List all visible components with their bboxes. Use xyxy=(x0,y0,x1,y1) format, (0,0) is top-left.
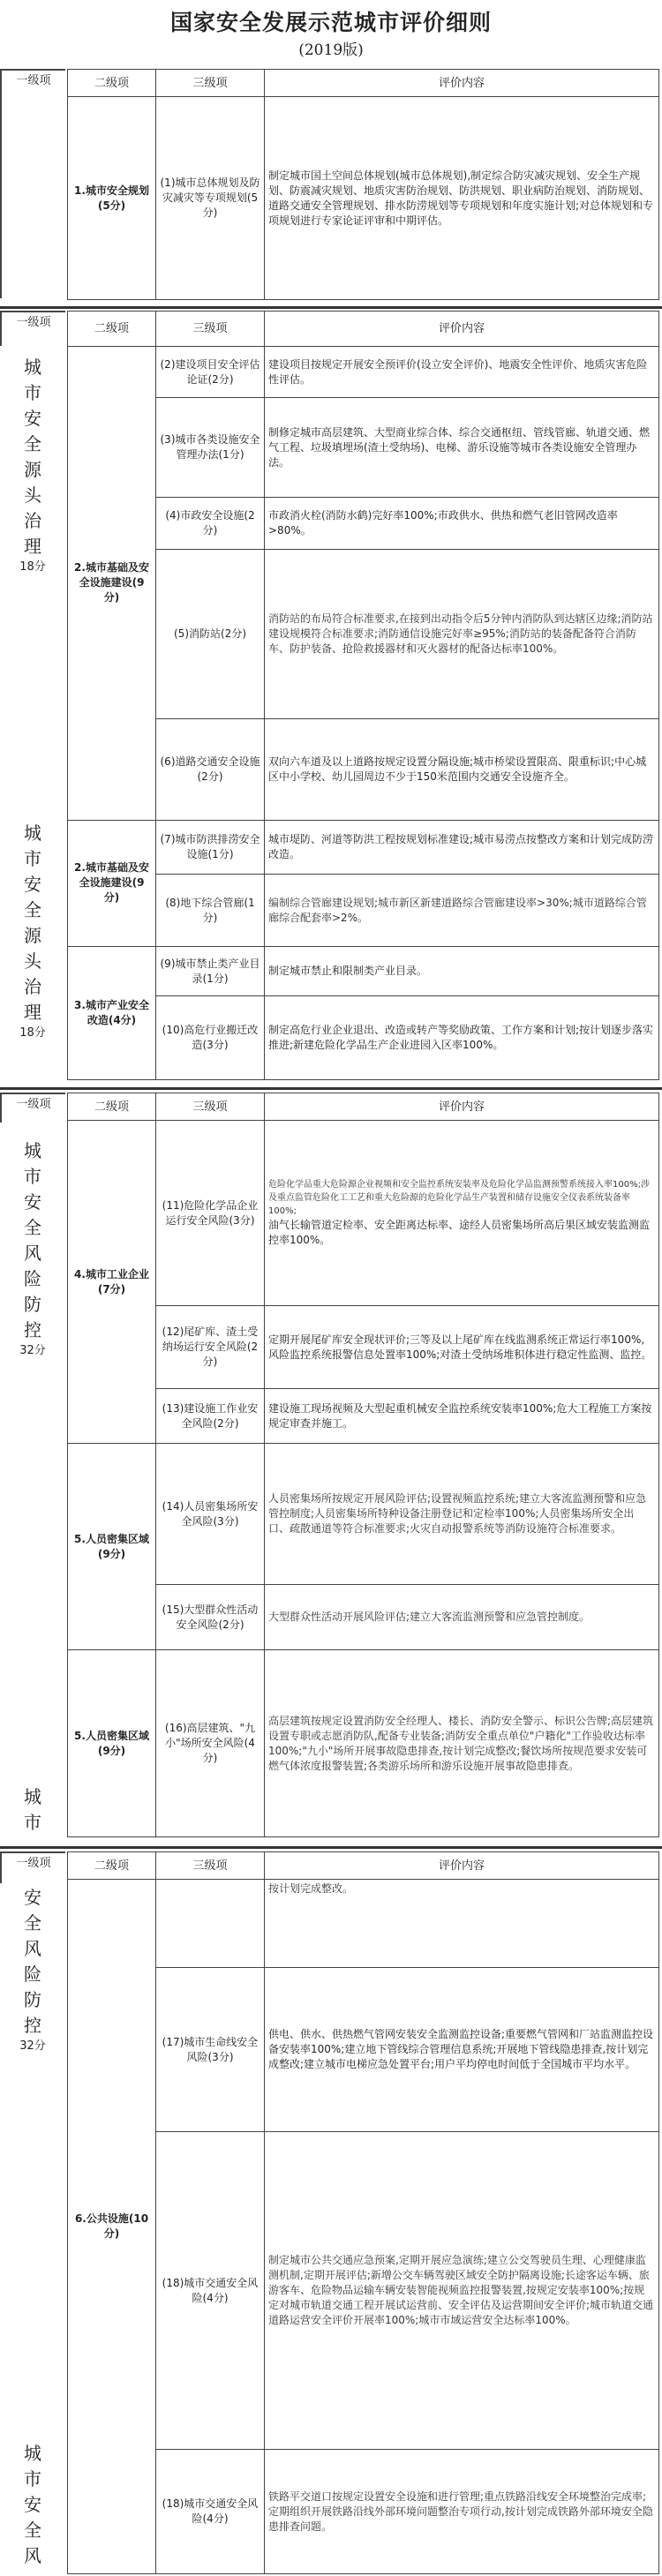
criteria-table-part4 xyxy=(67,1851,659,2574)
level3-item: (11)危险化学品企业运行安全风险(3分) xyxy=(156,1121,265,1306)
table-row xyxy=(68,1968,659,2132)
header-level3: 三级项 xyxy=(156,1852,265,1880)
level3-item: (17)城市生命线安全风险(3分) xyxy=(156,1968,265,2132)
table-row xyxy=(68,820,659,874)
evaluation-content: 大型群众性活动开展风险评估;建立大客流监测预警和应急管控制度。 xyxy=(265,1585,659,1650)
table-row xyxy=(68,1650,659,1837)
level3-item: (18)城市交通安全风险(4分) xyxy=(156,2132,265,2450)
level3-item: (16)高层建筑、"九小"场所安全风险(4分) xyxy=(156,1650,265,1837)
table-header-row xyxy=(68,312,659,347)
level3-item: (8)地下综合管廊(1分) xyxy=(156,875,265,947)
level3-item: (1)城市总体规划及防灾减灾等专项规划(5分) xyxy=(156,97,265,300)
table-row xyxy=(68,97,659,300)
evaluation-content xyxy=(265,1121,659,1306)
level2-item: 2.城市基础及安全设施建设(9分) xyxy=(68,346,156,820)
evaluation-content: 消防站的布局符合标准要求,在接到出动指令后5分钟内消防队到达辖区边缘;消防站建设规模符合标准要求;消防通信设施完好率≥95%;消防站的装备配备符合消防车、防护装备、抢险救援器材和灭火器材的配备达标率100%。 xyxy=(265,549,659,718)
level1-header: 一级项 xyxy=(0,1851,65,1883)
evaluation-content: 人员密集场所按规定开展风险评估;设置视频监控系统;建立大客流监测预警和应急管控制度;人员密集场所特种设备注册登记和定检率100%;人员密集场所安全出口、疏散通道等符合标准要求;火灾自动报警系统等消防设施符合标准要求。 xyxy=(265,1444,659,1585)
table-row xyxy=(68,2450,659,2574)
table-row xyxy=(68,996,659,1080)
level2-item: 5.人员密集区域(9分) xyxy=(68,1650,156,1837)
table-row xyxy=(68,875,659,947)
header-level2: 二级项 xyxy=(68,312,156,347)
level3-item: (10)高危行业搬迁改造(3分) xyxy=(156,996,265,1080)
header-level3: 三级项 xyxy=(156,1093,265,1121)
evaluation-content: 市政消火栓(消防水鹤)完好率100%;市政供水、供热和燃气老旧管网改造率>80%。 xyxy=(265,498,659,550)
level1-source-governance: 城 市 安 全 源 头 治 理 18分 xyxy=(0,355,65,725)
level1-risk-control: 城 市 安 全 风 险 防 控 32分 xyxy=(0,1138,65,1421)
table-row xyxy=(68,1389,659,1444)
table-header-row xyxy=(68,1852,659,1880)
level1-points: 18分 xyxy=(19,1026,46,1040)
level3-item: (4)市政安全设施(2分) xyxy=(156,498,265,550)
level3-item: (6)道路交通安全设施(2分) xyxy=(156,718,265,820)
table-row xyxy=(68,1121,659,1306)
evaluation-content: 定期开展尾矿库安全现状评价;三等及以上尾矿库在线监测系统正常运行率100%,风险监控系统报警信息处置率100%;对渣土受纳场堆积体进行稳定性监测、监控。 xyxy=(265,1306,659,1389)
header-level2: 二级项 xyxy=(68,1852,156,1880)
header-level3: 三级项 xyxy=(156,70,265,97)
level1-points: 32分 xyxy=(19,2039,46,2053)
level3-item: (18)城市交通安全风险(4分) xyxy=(156,2450,265,2574)
document-title: 国家安全发展示范城市评价细则 xyxy=(169,10,492,35)
evaluation-content: 铁路平交道口按规定设置安全设施和进行管理;重点铁路沿线安全环境整治完成率;定期组织开展铁路沿线外部环境问题整治专项行动,按计划完成铁路外部环境安全隐患排查问题。 xyxy=(265,2450,659,2574)
level1-header: 一级项 xyxy=(0,69,65,97)
table-row xyxy=(68,1880,659,1968)
table-row xyxy=(68,1306,659,1389)
evaluation-content: 编制综合管廊建设规划;城市新区新建道路综合管廊建设率>30%;城市道路综合管廊综合配套率>2%。 xyxy=(265,875,659,947)
level3-item: (2)建设项目安全评估论证(2分) xyxy=(156,346,265,398)
level3-item: (3)城市各类设施安全管理办法(1分) xyxy=(156,398,265,498)
evaluation-content: 按计划完成整改。 xyxy=(265,1880,659,1968)
level3-item: (12)尾矿库、渣土受纳场运行安全风险(2分) xyxy=(156,1306,265,1389)
level1-points: 18分 xyxy=(19,560,46,574)
level3-item: (5)消防站(2分) xyxy=(156,549,265,718)
table-row xyxy=(68,498,659,550)
header-content: 评价内容 xyxy=(265,312,659,347)
level1-risk-control-cont: 安 全 风 险 防 控 32分 xyxy=(0,1885,65,2070)
level3-item: (13)建设施工作业安全风险(2分) xyxy=(156,1389,265,1444)
table-header-row xyxy=(68,1093,659,1121)
evaluation-content: 制定城市公共交通应急预案,定期开展应急演练;建立公交驾驶员生理、心理健康监测机制,定期开展评估;新增公交车辆驾驶区域安全防护隔离设施;长途客运车辆、旅游客车、危险物品运输车辆安装智能视频监控报警装置,按规定安装率100%;按规定对城市轨道交通工程开展试运营前、安全评估及运营期间安全评价;城市轨道交通道路运营安全评价开展率100%;城市市域运营安全达标率100%。 xyxy=(265,2132,659,2450)
evaluation-content-part: 危险化学品重大危险源企业视频和安全监控系统安装率及危险化学品监测预警系统接入率100%;涉及重点监管危险化工工艺和重大危险源的危险化学品生产装置和储存设施安全仪表系统装备率100%; xyxy=(268,1180,650,1216)
level2-item: 6.公共设施(10分) xyxy=(68,1880,156,2574)
table-row xyxy=(68,2132,659,2450)
header-content: 评价内容 xyxy=(265,1852,659,1880)
level3-item: (7)城市防洪排涝安全设施(1分) xyxy=(156,820,265,874)
level1-source-governance-repeat: 城 市 安 全 源 头 治 理 18分 xyxy=(0,821,65,1059)
level3-item: (14)人员密集场所安全风险(3分) xyxy=(156,1444,265,1585)
criteria-table-part2 xyxy=(67,311,659,1080)
header-level3: 三级项 xyxy=(156,312,265,347)
table-row xyxy=(68,718,659,820)
evaluation-content: 制定高危行业企业退出、改造或转产等奖励政策、工作方案和计划;按计划逐步落实推进;新建危险化学品生产企业进园入区率100%。 xyxy=(265,996,659,1080)
document-subtitle: (2019版) xyxy=(298,41,364,59)
evaluation-content: 城市堤防、河道等防洪工程按规划标准建设;城市易涝点按整改方案和计划完成防涝改造。 xyxy=(265,820,659,874)
header-content: 评价内容 xyxy=(265,1093,659,1121)
evaluation-content: 双向六车道及以上道路按规定设置分隔设施;城市桥梁设置限高、限重标识;中心城区中小学校、幼儿园周边不少于150米范围内交通安全设施齐全。 xyxy=(265,718,659,820)
evaluation-content-part: 油气长输管道定检率、安全距离达标率、途经人员密集场所高后果区域安装监测监控率100%。 xyxy=(268,1219,651,1246)
table-row xyxy=(68,346,659,398)
level3-item: (9)城市禁止类产业目录(1分) xyxy=(156,947,265,996)
evaluation-content: 制定城市国土空间总体规划(城市总体规划),制定综合防灾减灾规划、安全生产规划、防震减灾规划、地质灾害防治规划、防洪规划、职业病防治规划、消防规划、道路交通安全管理规划、排水防涝规划等专项规划和年度实施计划;对总体规划和专项规划进行专家论证评审和中期评估。 xyxy=(265,97,659,300)
table-row xyxy=(68,398,659,498)
evaluation-content: 供电、供水、供热燃气管网安装安全监测监控设备;重要燃气管网和厂站监测监控设备安装率100%;建立地下管线综合管理信息系统;开展地下管线隐患排查,按计划完成整改;建立城市电梯应急处置平台;用户平均停电时间低于全国城市平均水平。 xyxy=(265,1968,659,2132)
level2-item: 1.城市安全规划(5分) xyxy=(68,97,156,300)
level1-header: 一级项 xyxy=(0,311,65,346)
section-divider xyxy=(0,1087,662,1090)
criteria-table-part3 xyxy=(67,1093,659,1837)
level2-item: 3.城市产业安全改造(4分) xyxy=(68,947,156,1080)
level1-cell xyxy=(0,97,67,298)
section-divider xyxy=(0,1846,662,1849)
level3-item xyxy=(156,1880,265,1968)
evaluation-content: 高层建筑按规定设置消防安全经理人、楼长、消防安全警示、标识公告牌;高层建筑设置专职或志愿消防队,配备专业装备;消防安全重点单位"户籍化"工作验收达标率100%;"九小"场所开展事故隐患排查,按计划完成整改;餐饮场所按规范要求安装可燃气体浓度报警装置;各类游乐场所和游乐设施开展事故隐患排查。 xyxy=(265,1650,659,1837)
table-row xyxy=(68,947,659,996)
table-row xyxy=(68,1444,659,1585)
level2-item: 2.城市基础及安全设施建设(9分) xyxy=(68,820,156,946)
header-content: 评价内容 xyxy=(265,70,659,97)
section-divider xyxy=(0,306,662,309)
level3-item: (15)大型群众性活动安全风险(2分) xyxy=(156,1585,265,1650)
level2-item: 5.人员密集区域(9分) xyxy=(68,1444,156,1650)
level2-item: 4.城市工业企业(7分) xyxy=(68,1121,156,1444)
evaluation-content: 制定城市禁止和限制类产业目录。 xyxy=(265,947,659,996)
level1-risk-control-tail: 城 市 xyxy=(24,1786,41,1833)
evaluation-content: 建设项目按规定开展安全预评价(设立安全评价)、地震安全性评价、地质灾害危险性评估。 xyxy=(265,346,659,398)
evaluation-content: 制修定城市高层建筑、大型商业综合体、综合交通枢纽、管线管廊、轨道交通、燃气工程、垃圾填埋场(渣土受纳场)、电梯、游乐设施等城市各类设施安全管理办法。 xyxy=(265,398,659,498)
level1-points: 32分 xyxy=(19,1344,46,1357)
table-row xyxy=(68,1585,659,1650)
evaluation-content: 建设施工现场视频及大型起重机械安全监控系统安装率100%;危大工程施工方案按规定审查并施工。 xyxy=(265,1389,659,1444)
table-header-row xyxy=(68,70,659,97)
header-level2: 二级项 xyxy=(68,1093,156,1121)
header-level2: 二级项 xyxy=(68,70,156,97)
level1-risk-control-tail: 城 市 安 全 风 xyxy=(24,2443,41,2566)
criteria-table-part1 xyxy=(67,69,659,300)
level1-header: 一级项 xyxy=(0,1093,65,1123)
table-row xyxy=(68,549,659,718)
